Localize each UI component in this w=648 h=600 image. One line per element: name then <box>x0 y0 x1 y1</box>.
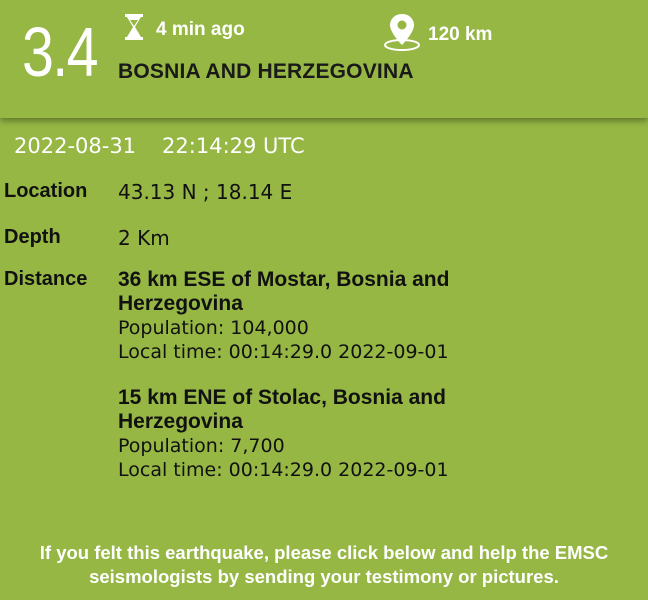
nearby-place-title: 36 km ESE of Mostar, Bosnia and Herzegovina <box>118 268 450 315</box>
depth-row <box>4 226 170 250</box>
nearby-place-title: 15 km ENE of Stolac, Bosnia and Herzegovina <box>118 386 446 433</box>
nearby-place-local-time: Local time: 00:14:29.0 2022-09-01 <box>118 341 449 363</box>
location-row <box>4 180 292 204</box>
magnitude-value: 3.4 <box>22 13 97 91</box>
location-value: 43.13 N ; 18.14 E <box>118 180 293 204</box>
distance-label: Distance <box>4 268 88 290</box>
time-ago <box>124 14 245 46</box>
event-time: 22:14:29 UTC <box>162 134 305 158</box>
location-pin-icon <box>382 12 422 58</box>
depth-label: Depth <box>4 226 61 248</box>
depth-value: 2 Km <box>118 226 170 250</box>
time-ago-text: 4 min ago <box>156 19 245 40</box>
nearby-place-local-time: Local time: 00:14:29.0 2022-09-01 <box>118 459 449 481</box>
nearby-place-population: Population: 7,700 <box>118 435 285 457</box>
distance-from-user <box>382 12 492 58</box>
event-date: 2022-08-31 <box>14 134 137 158</box>
region-name: BOSNIA AND HERZEGOVINA <box>118 60 414 83</box>
distance-text: 120 km <box>428 24 493 45</box>
nearby-place-population: Population: 104,000 <box>118 317 309 339</box>
nearby-place <box>118 386 518 482</box>
nearby-place <box>118 268 518 364</box>
event-header <box>0 0 648 118</box>
testimony-prompt: If you felt this earthquake, please click below and help the EMSC seismologists by sending your testimony or pictures. <box>39 542 609 587</box>
distance-row <box>4 268 518 504</box>
nearby-places <box>118 268 518 504</box>
event-datetime <box>14 134 305 158</box>
hourglass-icon <box>124 14 144 46</box>
location-label: Location <box>4 180 88 202</box>
